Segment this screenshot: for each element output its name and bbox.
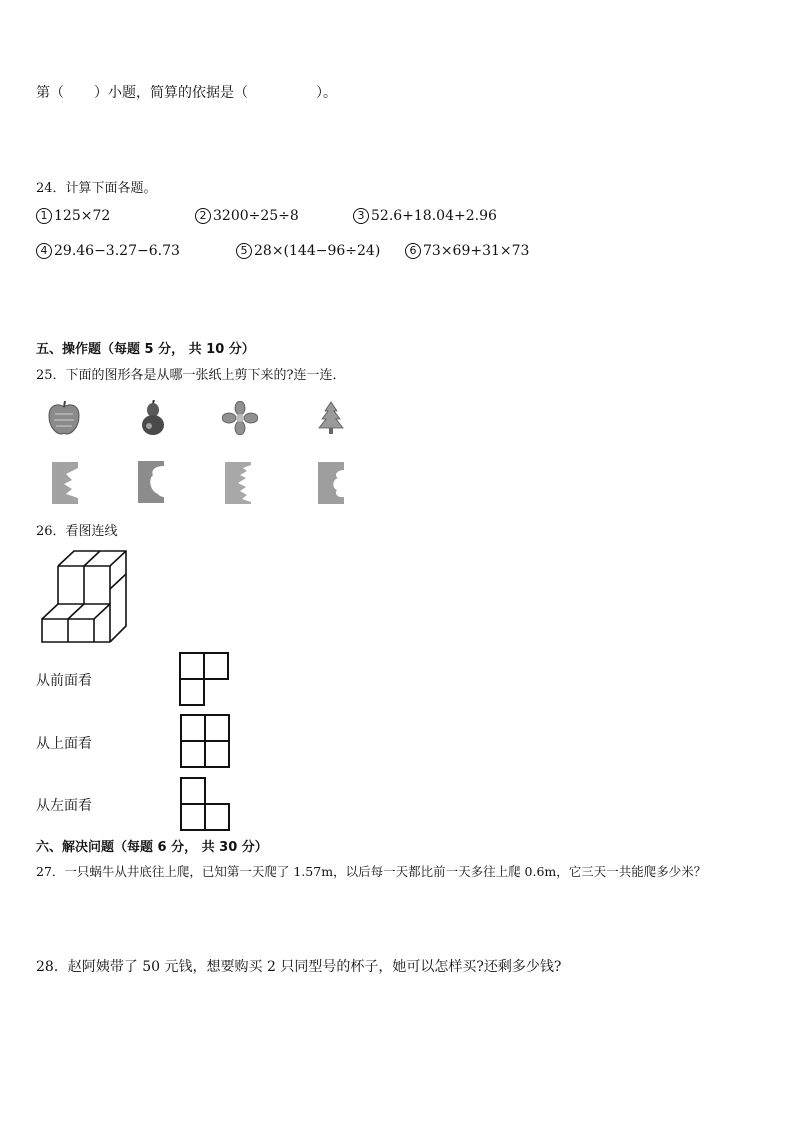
- item-number: 4: [36, 243, 52, 259]
- view-label-left: 从左面看: [36, 798, 92, 814]
- fill-prefix: 第（: [36, 85, 64, 101]
- q24-item-2: [195, 208, 299, 224]
- flower-icon: [222, 401, 258, 435]
- item-number: 5: [236, 243, 252, 259]
- apple-icon: [47, 400, 81, 436]
- item-expression: 52.6+18.04+2.96: [371, 208, 497, 224]
- folded-paper-4: [318, 462, 346, 504]
- view-grid-front: [179, 652, 229, 706]
- view-label-front: 从前面看: [36, 673, 92, 689]
- item-expression: 29.46−3.27−6.73: [54, 243, 180, 259]
- folded-paper-3: [225, 462, 253, 504]
- folded-paper-1: [52, 462, 80, 504]
- q24-item-5: [236, 243, 380, 259]
- item-expression: 3200÷25÷8: [213, 208, 299, 224]
- q24-title: 24．计算下面各题。: [36, 181, 157, 196]
- item-number: 6: [405, 243, 421, 259]
- cube-solid-figure: [38, 548, 130, 644]
- section-heading-5: 五、操作题（每题 5 分， 共 10 分）: [36, 342, 255, 357]
- item-expression: 125×72: [54, 208, 111, 224]
- view-grid-left: [180, 777, 230, 831]
- q27-text: 27．一只蜗牛从井底往上爬，已知第一天爬了 1.57m，以后每一天都比前一天多往上爬 0.6m，它三天一共能爬多少米？: [36, 864, 707, 879]
- item-number: 3: [353, 208, 369, 224]
- section-heading-6: 六、解决问题（每题 6 分， 共 30 分）: [36, 840, 268, 855]
- q24-item-6: [405, 243, 529, 259]
- view-label-top: 从上面看: [36, 736, 92, 752]
- fill-suffix: ）。: [316, 85, 337, 101]
- folded-paper-2: [138, 461, 166, 503]
- q24-item-4: [36, 243, 180, 259]
- q24-item-1: [36, 208, 110, 224]
- item-number: 1: [36, 208, 52, 224]
- view-grid-top: [180, 714, 230, 768]
- q24-item-3: [353, 208, 497, 224]
- gourd-icon: [138, 400, 168, 436]
- fill-blank-line: [36, 82, 337, 102]
- item-number: 2: [195, 208, 211, 224]
- q28-text: 28．赵阿姨带了 50 元钱，想要购买 2 只同型号的杯子，她可以怎样买?还剩多少钱?: [36, 959, 562, 975]
- fill-mid: ）小题，简算的依据是（: [94, 85, 248, 101]
- item-expression: 28×(144−96÷24): [254, 243, 381, 259]
- tree-icon: [315, 400, 347, 436]
- q25-title: 25．下面的图形各是从哪一张纸上剪下来的?连一连．: [36, 368, 346, 383]
- item-expression: 73×69+31×73: [423, 243, 530, 259]
- q26-title: 26．看图连线: [36, 524, 118, 539]
